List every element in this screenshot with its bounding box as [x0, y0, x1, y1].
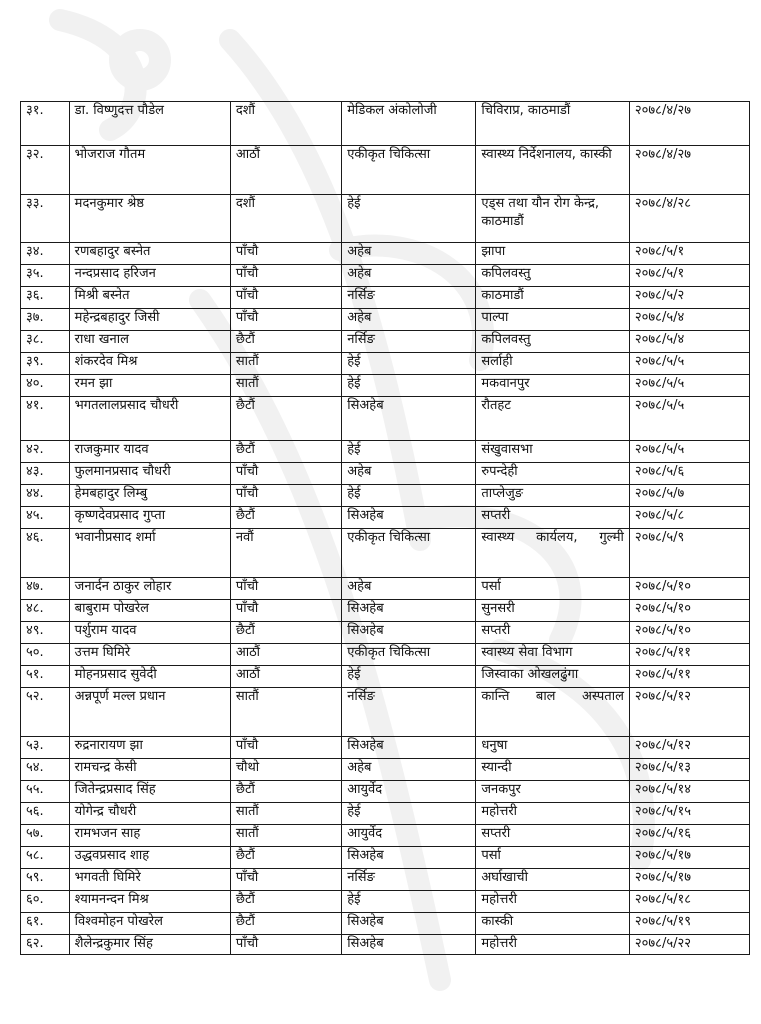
office-cell: मकवानपुर — [476, 375, 630, 397]
name-cell: महेन्द्रबहादुर जिसी — [69, 309, 230, 331]
office-cell: स्यान्दी — [476, 759, 630, 781]
serial-number-cell: ३१. — [21, 102, 70, 146]
office-cell: महोत्तरी — [476, 891, 630, 913]
table-row — [21, 935, 750, 955]
service-group-cell: हेई — [342, 803, 476, 825]
date-cell: २०७८/५/४ — [629, 309, 749, 331]
table-row — [21, 265, 750, 287]
service-group-cell: अहेब — [342, 759, 476, 781]
table-row — [21, 507, 750, 529]
table-row — [21, 737, 750, 759]
service-group-cell: आयुर्वेद — [342, 825, 476, 847]
date-cell: २०७८/५/६ — [629, 463, 749, 485]
serial-number-cell: ५२. — [21, 688, 70, 737]
level-cell: नवौं — [230, 529, 341, 578]
level-cell: छैटौं — [230, 331, 341, 353]
name-cell: श्यामनन्दन मिश्र — [69, 891, 230, 913]
serial-number-cell: ५३. — [21, 737, 70, 759]
office-cell: स्वास्थ्य सेवा विभाग — [476, 644, 630, 666]
service-group-cell: सिअहेब — [342, 913, 476, 935]
service-group-cell: सिअहेब — [342, 600, 476, 622]
serial-number-cell: ६२. — [21, 935, 70, 955]
date-cell: २०७८/५/१० — [629, 578, 749, 600]
office-cell: रुपन्देही — [476, 463, 630, 485]
serial-number-cell: ५७. — [21, 825, 70, 847]
serial-number-cell: ५६. — [21, 803, 70, 825]
date-cell: २०७८/५/१ — [629, 243, 749, 265]
table-row — [21, 485, 750, 507]
table-row — [21, 644, 750, 666]
level-cell: छैटौं — [230, 507, 341, 529]
office-cell: सर्लाही — [476, 353, 630, 375]
office-cell: रौतहट — [476, 397, 630, 441]
serial-number-cell: ४१. — [21, 397, 70, 441]
level-cell: पाँचौ — [230, 463, 341, 485]
name-cell: रमन झा — [69, 375, 230, 397]
date-cell: २०७८/५/१२ — [629, 688, 749, 737]
table-row — [21, 243, 750, 265]
service-group-cell: हेई — [342, 195, 476, 243]
service-group-cell: सिअहेब — [342, 935, 476, 955]
table-row — [21, 891, 750, 913]
serial-number-cell: ४७. — [21, 578, 70, 600]
service-group-cell: हेई — [342, 441, 476, 463]
date-cell: २०७८/५/११ — [629, 666, 749, 688]
serial-number-cell: ३६. — [21, 287, 70, 309]
service-group-cell: नर्सिङ — [342, 869, 476, 891]
office-cell: एड्स तथा यौन रोग केन्द्र, काठमाडौं — [476, 195, 630, 243]
date-cell: २०७८/५/१३ — [629, 759, 749, 781]
office-cell: कास्की — [476, 913, 630, 935]
level-cell: पाँचौ — [230, 485, 341, 507]
service-group-cell: हेई — [342, 353, 476, 375]
office-cell: अर्घाखाची — [476, 869, 630, 891]
date-cell: २०७८/४/२७ — [629, 146, 749, 195]
serial-number-cell: ४०. — [21, 375, 70, 397]
table-row — [21, 463, 750, 485]
office-cell: जिस्वाका ओखलढुंगा — [476, 666, 630, 688]
office-cell: ताप्लेजुङ — [476, 485, 630, 507]
name-cell: डा. विष्णुदत्त पौडेल — [69, 102, 230, 146]
date-cell: २०७८/५/४ — [629, 331, 749, 353]
level-cell: छैटौं — [230, 847, 341, 869]
date-cell: २०७८/५/१० — [629, 600, 749, 622]
table-row — [21, 759, 750, 781]
service-group-cell: अहेब — [342, 265, 476, 287]
office-cell: सप्तरी — [476, 507, 630, 529]
date-cell: २०७८/५/१६ — [629, 825, 749, 847]
office-cell: कान्ति बाल अस्पताल — [476, 688, 630, 737]
office-cell: संखुवासभा — [476, 441, 630, 463]
table-row — [21, 309, 750, 331]
service-group-cell: एकीकृत चिकित्सा — [342, 644, 476, 666]
service-group-cell: मेडिकल अंकोलोजी — [342, 102, 476, 146]
office-cell: महोत्तरी — [476, 803, 630, 825]
name-cell: फुलमानप्रसाद चौधरी — [69, 463, 230, 485]
table-row — [21, 803, 750, 825]
name-cell: मिश्री बस्नेत — [69, 287, 230, 309]
level-cell: छैटौं — [230, 622, 341, 644]
serial-number-cell: ५९. — [21, 869, 70, 891]
office-cell: महोत्तरी — [476, 935, 630, 955]
level-cell: आठौं — [230, 146, 341, 195]
name-cell: कृष्णदेवप्रसाद गुप्ता — [69, 507, 230, 529]
name-cell: रामभजन साह — [69, 825, 230, 847]
name-cell: नन्दप्रसाद हरिजन — [69, 265, 230, 287]
serial-number-cell: ५४. — [21, 759, 70, 781]
name-cell: रुद्रनारायण झा — [69, 737, 230, 759]
level-cell: छैटौं — [230, 441, 341, 463]
date-cell: २०७८/५/१० — [629, 622, 749, 644]
name-cell: अन्नपूर्ण मल्ल प्रधान — [69, 688, 230, 737]
service-group-cell: नर्सिङ — [342, 688, 476, 737]
date-cell: २०७८/५/७ — [629, 485, 749, 507]
date-cell: २०७८/५/५ — [629, 353, 749, 375]
level-cell: पाँचौ — [230, 287, 341, 309]
table-row — [21, 666, 750, 688]
service-group-cell: सिअहेब — [342, 507, 476, 529]
records-table — [20, 101, 750, 955]
serial-number-cell: ४३. — [21, 463, 70, 485]
level-cell: सातौं — [230, 375, 341, 397]
name-cell: भोजराज गौतम — [69, 146, 230, 195]
date-cell: २०७८/५/५ — [629, 441, 749, 463]
name-cell: शंकरदेव मिश्र — [69, 353, 230, 375]
serial-number-cell: ३२. — [21, 146, 70, 195]
date-cell: २०७८/५/२ — [629, 287, 749, 309]
serial-number-cell: ४४. — [21, 485, 70, 507]
serial-number-cell: ५१. — [21, 666, 70, 688]
office-cell: जनकपुर — [476, 781, 630, 803]
date-cell: २०७८/५/१७ — [629, 869, 749, 891]
table-row — [21, 529, 750, 578]
serial-number-cell: ३७. — [21, 309, 70, 331]
level-cell: छैटौं — [230, 781, 341, 803]
level-cell: पाँचौ — [230, 265, 341, 287]
name-cell: मोहनप्रसाद सुवेदी — [69, 666, 230, 688]
office-cell: स्वास्थ्य निर्देशनालय, कास्की — [476, 146, 630, 195]
serial-number-cell: ३४. — [21, 243, 70, 265]
service-group-cell: हेई — [342, 485, 476, 507]
name-cell: उत्तम घिमिरे — [69, 644, 230, 666]
name-cell: पर्शुराम यादव — [69, 622, 230, 644]
service-group-cell: अहेब — [342, 578, 476, 600]
serial-number-cell: ४५. — [21, 507, 70, 529]
table-row — [21, 688, 750, 737]
date-cell: २०७८/५/२२ — [629, 935, 749, 955]
level-cell: पाँचौ — [230, 737, 341, 759]
table-row — [21, 375, 750, 397]
serial-number-cell: ३९. — [21, 353, 70, 375]
table-row — [21, 195, 750, 243]
office-cell: झापा — [476, 243, 630, 265]
service-group-cell: एकीकृत चिकित्सा — [342, 529, 476, 578]
serial-number-cell: ६१. — [21, 913, 70, 935]
table-row — [21, 287, 750, 309]
date-cell: २०७८/५/८ — [629, 507, 749, 529]
table-row — [21, 331, 750, 353]
date-cell: २०७८/५/१२ — [629, 737, 749, 759]
date-cell: २०७८/५/१५ — [629, 803, 749, 825]
level-cell: पाँचौ — [230, 869, 341, 891]
name-cell: भगतलालप्रसाद चौधरी — [69, 397, 230, 441]
level-cell: चौथो — [230, 759, 341, 781]
name-cell: उद्धवप्रसाद शाह — [69, 847, 230, 869]
date-cell: २०७८/५/९ — [629, 529, 749, 578]
table-row — [21, 781, 750, 803]
office-cell: कपिलवस्तु — [476, 265, 630, 287]
level-cell: पाँचौ — [230, 600, 341, 622]
service-group-cell: सिअहेब — [342, 737, 476, 759]
service-group-cell: नर्सिङ — [342, 331, 476, 353]
table-row — [21, 353, 750, 375]
table-row — [21, 869, 750, 891]
date-cell: २०७८/५/१४ — [629, 781, 749, 803]
level-cell: आठौं — [230, 666, 341, 688]
records-table-body — [21, 102, 750, 955]
date-cell: २०७८/५/१ — [629, 265, 749, 287]
table-row — [21, 825, 750, 847]
service-group-cell: सिअहेब — [342, 847, 476, 869]
table-row — [21, 146, 750, 195]
service-group-cell: अहेब — [342, 309, 476, 331]
name-cell: जनार्दन ठाकुर लोहार — [69, 578, 230, 600]
office-cell: पर्सा — [476, 847, 630, 869]
name-cell: शैलेन्द्रकुमार सिंह — [69, 935, 230, 955]
service-group-cell: हेई — [342, 375, 476, 397]
service-group-cell: नर्सिङ — [342, 287, 476, 309]
level-cell: सातौं — [230, 825, 341, 847]
name-cell: भगवती घिमिरे — [69, 869, 230, 891]
name-cell: जितेन्द्रप्रसाद सिंह — [69, 781, 230, 803]
date-cell: २०७८/४/२८ — [629, 195, 749, 243]
level-cell: छैटौं — [230, 913, 341, 935]
serial-number-cell: ४९. — [21, 622, 70, 644]
name-cell: भवानीप्रसाद शर्मा — [69, 529, 230, 578]
office-cell: पर्सा — [476, 578, 630, 600]
name-cell: हेमबहादुर लिम्बु — [69, 485, 230, 507]
serial-number-cell: ५८. — [21, 847, 70, 869]
office-cell: काठमाडौं — [476, 287, 630, 309]
service-group-cell: सिअहेब — [342, 397, 476, 441]
service-group-cell: एकीकृत चिकित्सा — [342, 146, 476, 195]
service-group-cell: अहेब — [342, 463, 476, 485]
table-row — [21, 397, 750, 441]
service-group-cell: आयुर्वेद — [342, 781, 476, 803]
level-cell: दशौं — [230, 102, 341, 146]
serial-number-cell: ३३. — [21, 195, 70, 243]
level-cell: छैटौं — [230, 891, 341, 913]
serial-number-cell: ४६. — [21, 529, 70, 578]
service-group-cell: हेई — [342, 891, 476, 913]
office-cell: सप्तरी — [476, 825, 630, 847]
serial-number-cell: ३५. — [21, 265, 70, 287]
level-cell: सातौं — [230, 353, 341, 375]
office-cell: सप्तरी — [476, 622, 630, 644]
office-cell: सुनसरी — [476, 600, 630, 622]
serial-number-cell: ४८. — [21, 600, 70, 622]
level-cell: पाँचौ — [230, 578, 341, 600]
serial-number-cell: ३८. — [21, 331, 70, 353]
name-cell: रामचन्द्र केसी — [69, 759, 230, 781]
service-group-cell: हेई — [342, 666, 476, 688]
table-row — [21, 441, 750, 463]
office-cell: धनुषा — [476, 737, 630, 759]
level-cell: सातौं — [230, 688, 341, 737]
level-cell: छैटौं — [230, 397, 341, 441]
name-cell: रणबहादुर बस्नेत — [69, 243, 230, 265]
level-cell: पाँचौ — [230, 243, 341, 265]
office-cell: कपिलवस्तु — [476, 331, 630, 353]
level-cell: पाँचौ — [230, 935, 341, 955]
level-cell: आठौं — [230, 644, 341, 666]
table-row — [21, 102, 750, 146]
office-cell: पाल्पा — [476, 309, 630, 331]
date-cell: २०७८/५/१८ — [629, 891, 749, 913]
table-row — [21, 913, 750, 935]
date-cell: २०७८/५/१७ — [629, 847, 749, 869]
service-group-cell: सिअहेब — [342, 622, 476, 644]
serial-number-cell: ५५. — [21, 781, 70, 803]
table-row — [21, 600, 750, 622]
name-cell: विश्वमोहन पोखरेल — [69, 913, 230, 935]
office-cell: स्वास्थ्य कार्यलय, गुल्मी — [476, 529, 630, 578]
table-row — [21, 578, 750, 600]
table-row — [21, 622, 750, 644]
date-cell: २०७८/५/११ — [629, 644, 749, 666]
name-cell: राजकुमार यादव — [69, 441, 230, 463]
name-cell: मदनकुमार श्रेष्ठ — [69, 195, 230, 243]
name-cell: राधा खनाल — [69, 331, 230, 353]
name-cell: बाबुराम पोखरेल — [69, 600, 230, 622]
table-row — [21, 847, 750, 869]
date-cell: २०७८/५/१९ — [629, 913, 749, 935]
level-cell: दशौं — [230, 195, 341, 243]
date-cell: २०७८/५/५ — [629, 375, 749, 397]
name-cell: योगेन्द्र चौधरी — [69, 803, 230, 825]
serial-number-cell: ४२. — [21, 441, 70, 463]
serial-number-cell: ५०. — [21, 644, 70, 666]
level-cell: सातौं — [230, 803, 341, 825]
office-cell: चिविराप्र, काठमाडौं — [476, 102, 630, 146]
level-cell: पाँचौ — [230, 309, 341, 331]
serial-number-cell: ६०. — [21, 891, 70, 913]
service-group-cell: अहेब — [342, 243, 476, 265]
date-cell: २०७८/५/५ — [629, 397, 749, 441]
date-cell: २०७८/४/२७ — [629, 102, 749, 146]
